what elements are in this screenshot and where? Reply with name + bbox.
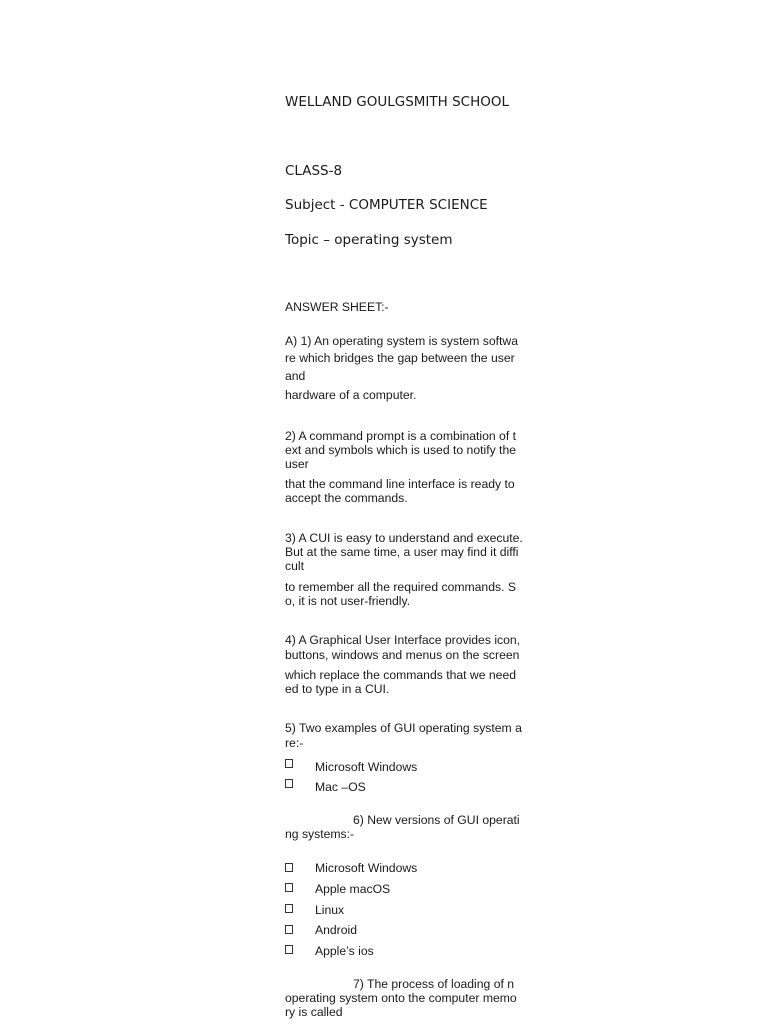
answer-6-item: Apple’s ios xyxy=(315,944,374,958)
bullet-box-icon xyxy=(285,883,293,892)
answer-6-item: Apple macOS xyxy=(315,882,391,896)
answer-7-line: operating system onto the computer memo xyxy=(285,991,517,1005)
subject-label: Subject - COMPUTER SCIENCE xyxy=(285,197,488,213)
answer-1-line: re which bridges the gap between the user xyxy=(285,351,515,365)
bullet-box-icon xyxy=(285,904,293,913)
answer-3-line: But at the same time, a user may find it diffi xyxy=(285,545,519,559)
answer-6-line: 6) New versions of GUI operati xyxy=(353,813,520,827)
bullet-box-icon xyxy=(285,759,293,768)
answer-3-line: 3) A CUI is easy to understand and execute. xyxy=(285,531,523,545)
school-name: WELLAND GOULGSMITH SCHOOL xyxy=(285,94,510,110)
class-label: CLASS-8 xyxy=(285,163,343,179)
answer-7-line: 7) The process of loading of n xyxy=(353,977,515,991)
answer-1-line: A) 1) An operating system is system softwa xyxy=(285,334,519,348)
answer-2-line: accept the commands. xyxy=(285,491,408,505)
topic-label: Topic – operating system xyxy=(285,232,453,248)
bullet-box-icon xyxy=(285,925,293,934)
answer-6-item: Microsoft Windows xyxy=(315,861,418,875)
answer-2-line: 2) A command prompt is a combination of t xyxy=(285,429,516,443)
answer-3-line: o, it is not user-friendly. xyxy=(285,594,411,608)
answer-1-line: and xyxy=(285,369,306,383)
answer-6-item: Android xyxy=(315,923,358,937)
answer-2-line: ext and symbols which is used to notify the xyxy=(285,443,517,457)
answer-4-line: buttons, windows and menus on the screen xyxy=(285,648,520,662)
answer-6-line: ng systems:- xyxy=(285,827,355,841)
bullet-box-icon xyxy=(285,779,293,788)
answer-2-line: user xyxy=(285,457,309,471)
answer-3-line: to remember all the required commands. S xyxy=(285,580,516,594)
answer-3-line: cult xyxy=(285,559,304,573)
answer-5-item: Mac –OS xyxy=(315,780,366,794)
answer-4-line: 4) A Graphical User Interface provides icon, xyxy=(285,633,521,647)
answer-7-line: ry is called xyxy=(285,1005,343,1019)
answer-1-line: hardware of a computer. xyxy=(285,388,417,402)
answer-5-line: 5) Two examples of GUI operating system a xyxy=(285,721,522,735)
answer-5-item: Microsoft Windows xyxy=(315,760,418,774)
answer-4-line: ed to type in a CUI. xyxy=(285,682,390,696)
answer-sheet-title: ANSWER SHEET:- xyxy=(285,300,389,314)
answer-6-item: Linux xyxy=(315,903,345,917)
answer-2-line: that the command line interface is ready to xyxy=(285,477,515,491)
bullet-box-icon xyxy=(285,863,293,872)
bullet-box-icon xyxy=(285,945,293,954)
answer-4-line: which replace the commands that we need xyxy=(285,668,517,682)
answer-5-line: re:- xyxy=(285,736,304,750)
